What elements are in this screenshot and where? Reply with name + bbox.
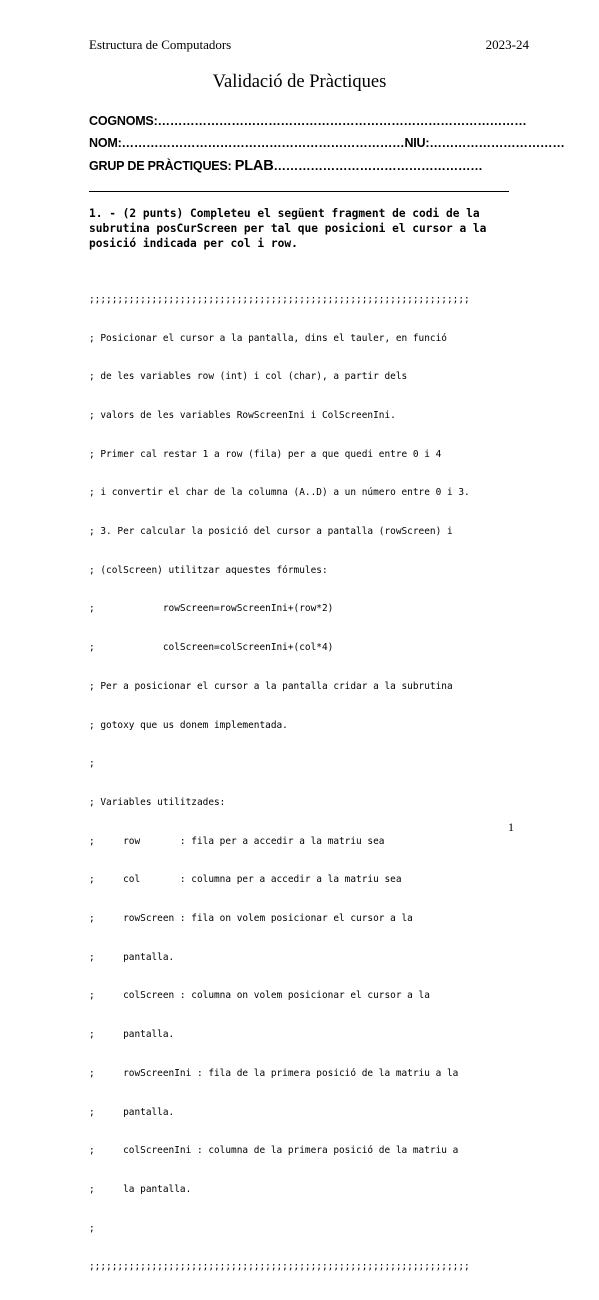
question-statement [89, 206, 519, 251]
code-line: ; colScreen=colScreenIni+(col*4) [89, 642, 334, 654]
code-line: ; pantalla. [89, 1029, 175, 1041]
code-line: ; la pantalla. [89, 1183, 192, 1195]
code-line: ; [89, 1222, 95, 1234]
question-line: 1. - (2 punts) Completeu el següent fragment de codi de la [89, 207, 480, 220]
academic-year: 2023-24 [485, 37, 529, 52]
page-title: Validació de Pràctiques [212, 72, 387, 92]
code-block [89, 268, 470, 1300]
page-number: 1 [508, 820, 514, 834]
code-line: ; 3. Per calcular la posició del cursor a pantalla (rowScreen) i [89, 526, 453, 538]
code-line: ; pantalla. [89, 951, 175, 963]
code-line: ; rowScreenIni : fila de la primera posició de la matriu a la [89, 1067, 459, 1079]
code-line: ;;;;;;;;;;;;;;;;;;;;;;;;;;;;;;;;;;;;;;;;;;;;;;;;;;;;;;;;;;;;;;;;;;; [89, 293, 470, 305]
name-label: NOM:…………………………………………………………… [89, 136, 405, 150]
code-line: ; Posicionar el cursor a la pantalla, dins el tauler, en funció [89, 332, 447, 344]
code-line: ; Variables utilitzades: [89, 796, 226, 808]
surname-label: COGNOMS:……………………………………………………………………………… [89, 114, 527, 128]
code-line: ; colScreenIni : columna de la primera posició de la matriu a [89, 1145, 459, 1157]
group-dots: …………………………………………… [273, 159, 483, 173]
group-value: PLAB [234, 158, 274, 174]
niu-label: NIU:…………………………… [404, 136, 565, 150]
code-line: ;;;;;;;;;;;;;;;;;;;;;;;;;;;;;;;;;;;;;;;;;;;;;;;;;;;;;;;;;;;;;;;;;;; [89, 1261, 470, 1273]
group-label: GRUP DE PRÀCTIQUES: [89, 159, 235, 173]
question-line: subrutina posCurScreen per tal que posicioni el cursor a la [89, 222, 487, 235]
code-line: ; gotoxy que us donem implementada. [89, 719, 288, 731]
code-line: ; rowScreen : fila on volem posicionar el cursor a la [89, 913, 413, 925]
code-line: ; row : fila per a accedir a la matriu sea [89, 835, 385, 847]
group-field [89, 158, 483, 174]
code-line: ; i convertir el char de la columna (A..D) a un número entre 0 i 3. [89, 487, 470, 499]
code-line: ; rowScreen=rowScreenIni+(row*2) [89, 603, 334, 615]
name-niu-field [89, 136, 565, 150]
question-line: posició indicada per col i row. [89, 237, 298, 250]
code-line: ; Per a posicionar el cursor a la pantalla cridar a la subrutina [89, 680, 453, 692]
code-line: ; valors de les variables RowScreenIni i ColScreenIni. [89, 409, 396, 421]
code-line: ; pantalla. [89, 1106, 175, 1118]
code-line: ; [89, 758, 95, 770]
surname-field [89, 114, 527, 128]
code-line: ; Primer cal restar 1 a row (fila) per a que quedi entre 0 i 4 [89, 448, 442, 460]
code-line: ; col : columna per a accedir a la matriu sea [89, 874, 402, 886]
code-line: ; colScreen : columna on volem posicionar el cursor a la [89, 990, 430, 1002]
divider-line [89, 191, 509, 192]
code-line: ; de les variables row (int) i col (char), a partir dels [89, 371, 408, 383]
code-line: ; (colScreen) utilitzar aquestes fórmules: [89, 564, 328, 576]
course-name: Estructura de Computadors [89, 37, 232, 52]
